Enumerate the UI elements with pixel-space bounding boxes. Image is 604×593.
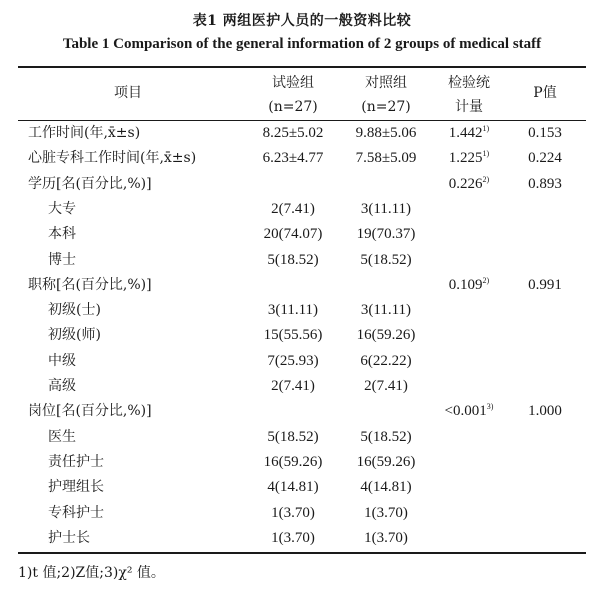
ctrl-value: 16(59.26) <box>356 453 416 470</box>
bottom-rule <box>18 552 586 554</box>
stat-note: 1) <box>482 124 490 133</box>
header-exp-n: (n=27) <box>268 99 318 115</box>
exp-value: 1(3.70) <box>271 504 315 521</box>
stat-value <box>424 172 514 197</box>
p-value: 0.224 <box>528 150 562 167</box>
stat-number: 0.226 <box>448 175 483 192</box>
ctrl-value: 7.58±5.09 <box>355 150 417 167</box>
header-stat-line2: 计量 <box>455 99 483 115</box>
table-row <box>0 222 604 247</box>
stat-note: 1) <box>482 149 490 159</box>
exp-value: 3(11.11) <box>267 302 319 319</box>
ctrl-value: 9.88±5.06 <box>355 125 417 141</box>
stat-note: 2) <box>482 174 490 184</box>
table-row <box>0 475 604 500</box>
ctrl-value: 6(22.22) <box>360 352 412 369</box>
exp-value: 2(7.41) <box>271 378 315 394</box>
table-row <box>0 349 604 374</box>
table-row <box>0 323 604 348</box>
stat-number: 0.109 <box>448 276 483 293</box>
row-label: 专科护士 <box>48 504 104 521</box>
row-label: 心脏专科工作时间(年,x̄±s) <box>28 150 197 167</box>
p-value: 0.991 <box>528 276 562 293</box>
exp-value: 20(74.07) <box>263 226 323 243</box>
table-row <box>0 121 604 146</box>
ctrl-value: 1(3.70) <box>364 529 408 546</box>
header-p: P值 <box>533 85 557 101</box>
row-label: 责任护士 <box>48 453 104 470</box>
table-row <box>0 273 604 298</box>
table-row <box>0 298 604 323</box>
stat-number: 1.442 <box>448 125 483 141</box>
header-ctrl-group <box>336 71 436 119</box>
ctrl-value: 19(70.37) <box>356 226 416 243</box>
stat-value <box>424 146 514 171</box>
table-row <box>0 374 604 399</box>
table-row <box>0 425 604 450</box>
table-row <box>0 197 604 222</box>
table-title-cn: 表1 两组医护人员的一般资料比较 <box>192 13 412 29</box>
header-exp-group <box>243 71 343 119</box>
row-label: 工作时间(年,x̄±s) <box>28 125 141 141</box>
p-value: 0.893 <box>528 175 562 192</box>
table-footnote: 1)t 值;2)Z值;3)χ² 值。 <box>18 565 165 581</box>
exp-value: 16(59.26) <box>263 453 323 470</box>
row-label: 初级(士) <box>48 302 101 319</box>
table-title-en: Table 1 Comparison of the general information of 2 groups of medical staff <box>62 36 542 52</box>
row-label: 职称[名(百分比,%)] <box>28 276 152 293</box>
p-value: 1.000 <box>528 403 562 420</box>
row-label: 高级 <box>48 378 76 394</box>
table-row <box>0 146 604 171</box>
exp-value: 1(3.70) <box>271 529 315 546</box>
stat-value <box>424 399 514 424</box>
stat-number: 1.225 <box>448 150 483 167</box>
row-label: 岗位[名(百分比,%)] <box>28 403 152 420</box>
header-stat <box>424 71 514 119</box>
row-label: 初级(师) <box>48 327 101 344</box>
row-label: 本科 <box>48 226 76 243</box>
row-label: 医生 <box>48 428 76 445</box>
stat-value <box>424 273 514 298</box>
exp-value: 5(18.52) <box>267 428 319 445</box>
table-row <box>0 450 604 475</box>
table-row <box>0 248 604 273</box>
table-row <box>0 526 604 551</box>
header-ctrl-n: (n=27) <box>361 99 411 115</box>
row-label: 大专 <box>48 200 76 217</box>
exp-value: 6.23±4.77 <box>262 150 324 167</box>
top-rule <box>18 66 586 68</box>
ctrl-value: 5(18.52) <box>360 251 412 268</box>
header-stat-line1: 检验统 <box>448 75 490 91</box>
exp-value: 4(14.81) <box>267 479 319 496</box>
header-ctrl-label: 对照组 <box>365 75 407 91</box>
table-row <box>0 501 604 526</box>
exp-value: 15(55.56) <box>263 327 323 344</box>
ctrl-value: 4(14.81) <box>360 479 412 496</box>
stat-note: 2) <box>482 275 490 285</box>
ctrl-value: 16(59.26) <box>356 327 416 344</box>
p-value: 0.153 <box>528 125 562 141</box>
stat-number: <0.001 <box>444 403 487 420</box>
ctrl-value: 3(11.11) <box>360 200 412 217</box>
ctrl-value: 5(18.52) <box>360 428 412 445</box>
exp-value: 5(18.52) <box>267 251 319 268</box>
header-exp-label: 试验组 <box>272 75 314 91</box>
stat-note: 3) <box>486 402 494 412</box>
exp-value: 2(7.41) <box>271 200 315 217</box>
row-label: 中级 <box>48 352 76 369</box>
row-label: 博士 <box>48 251 76 268</box>
exp-value: 7(25.93) <box>267 352 319 369</box>
stat-value <box>424 121 514 146</box>
ctrl-value: 2(7.41) <box>364 378 408 394</box>
ctrl-value: 3(11.11) <box>360 302 412 319</box>
table-row <box>0 399 604 424</box>
ctrl-value: 1(3.70) <box>364 504 408 521</box>
row-label: 护理组长 <box>48 479 104 496</box>
row-label: 学历[名(百分比,%)] <box>28 175 152 192</box>
row-label: 护士长 <box>48 529 90 546</box>
table-row <box>0 172 604 197</box>
exp-value: 8.25±5.02 <box>262 125 324 141</box>
header-item: 项目 <box>114 85 142 101</box>
